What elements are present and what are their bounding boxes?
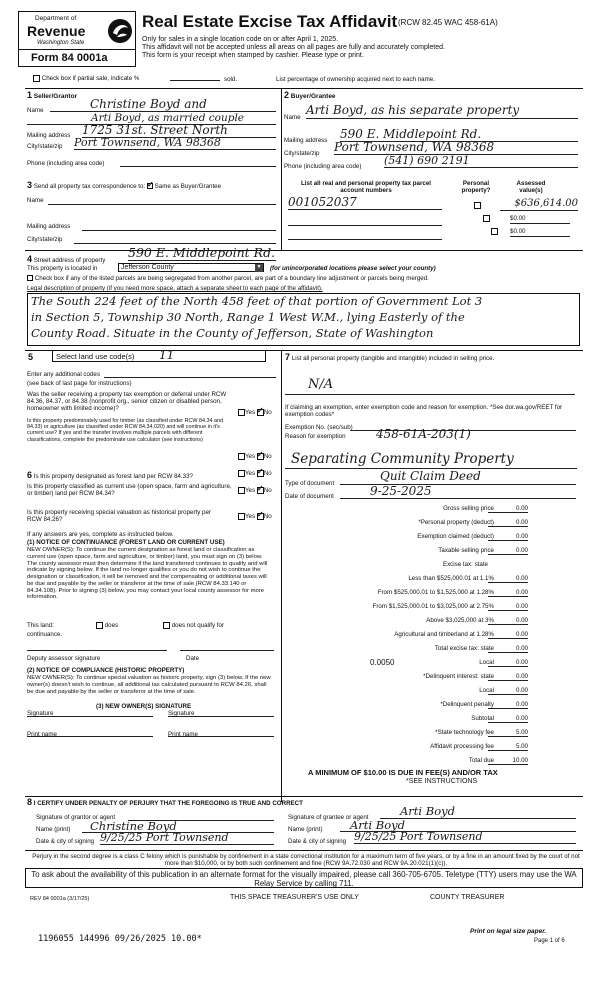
historic-no-checkbox[interactable]: [257, 513, 264, 520]
county-select[interactable]: [118, 263, 264, 272]
total-due-value[interactable]: 10.00: [488, 757, 528, 765]
legal-description-box[interactable]: [27, 293, 580, 346]
doc-date-label: Date of document: [285, 493, 334, 500]
exemption-claimed-value[interactable]: 0.00: [488, 533, 528, 541]
same-as-buyer-label: Same as Buyer/Grantee: [154, 183, 222, 190]
header-note-3: This form is your receipt when stamped by cashier. Please type or print.: [142, 52, 364, 59]
legal-description-label: Legal description of property (if you need more space, attach a separate sheet to each page of the affidavit).: [27, 285, 323, 292]
continuance-label: continuance.: [27, 631, 63, 638]
additional-codes-label: Enter any additional codes: [27, 371, 100, 378]
forest-question: Is this property designated as forest land per RCW 84.33?: [33, 473, 193, 480]
page-number: Page 1 of 6: [534, 938, 565, 944]
partial-sale-label: Check box if partial sale, indicate %: [41, 75, 140, 83]
assessed-value-2[interactable]: $0.00: [510, 215, 570, 224]
buyer-heading: Buyer/Grantee: [290, 93, 336, 100]
current-use-question: Is this property classified as current use (open space, farm and agriculture, or timber) land per RCW 84.34?: [27, 483, 232, 498]
section-5-number: 5: [28, 352, 34, 362]
tier-1-value[interactable]: 0.00: [488, 575, 528, 583]
historic-yes-checkbox[interactable]: [238, 513, 245, 520]
tier-2-value[interactable]: 0.00: [488, 589, 528, 597]
taxable-selling-price-label: Taxable selling price: [438, 547, 494, 554]
seller-city-label: City/state/zip: [27, 143, 63, 150]
sold-label: sold.: [224, 76, 238, 83]
historic-question: Is this property receiving special valuation as historical property per RCW 84.26?: [27, 509, 211, 524]
gross-selling-price-value[interactable]: 0.00: [488, 505, 528, 513]
dept-line: Department of: [35, 15, 77, 22]
timber-no-checkbox[interactable]: [257, 453, 264, 460]
personal-property-checkbox-2[interactable]: [483, 215, 490, 222]
print-name-label-1: Print name: [27, 731, 57, 738]
exemption-claimed-label: Exemption claimed (deduct): [417, 533, 494, 540]
grantor-name-value[interactable]: Christine Boyd: [82, 820, 274, 833]
street-address-label: Street address of property: [33, 257, 106, 264]
does-not-qualify-checkbox[interactable]: [163, 622, 170, 629]
yes-label: Yes: [245, 409, 256, 417]
delinquent-interest-local-label: Local: [479, 687, 494, 694]
tier-4-value[interactable]: 0.00: [488, 617, 528, 625]
additional-codes-field[interactable]: [104, 377, 276, 378]
timber-question: Is this property predominately used for timber (as classified under RCW 84.34 and 84.33) or agriculture (as classified under RCW 84.34.020) and will continue in it's current use? If yes and the transfer involves multiple parcels with different classifications, complete the predominate use calculator (see instructions): [27, 418, 223, 443]
form-number: Form 84 0001a: [31, 52, 108, 64]
exemption-note: If claiming an exemption, enter exemption code and reason for exemption. *See dor.wa.gov/REET for exemption codes*: [285, 404, 563, 419]
personal-property-header: Personal property?: [461, 180, 491, 195]
grantor-name-label: Name (print): [36, 826, 71, 833]
section-2-number: 2: [284, 90, 290, 100]
signature-label-1: Signature: [27, 710, 54, 717]
correspondence-city-field[interactable]: [74, 243, 276, 244]
delinquent-penalty-value[interactable]: 0.00: [488, 701, 528, 709]
grantee-name-label: Name (print): [288, 826, 323, 833]
assessed-value-3[interactable]: $0.00: [510, 228, 570, 237]
legal-line-3: County Road. Situate in the County of Jefferson, State of Washington: [31, 326, 434, 340]
availability-notice: [25, 868, 583, 888]
this-land-label: This land:: [27, 622, 54, 629]
seller-mailing-value[interactable]: 1725 31st. Street North: [82, 124, 276, 138]
doc-date-value[interactable]: 9-25-2025: [340, 485, 576, 499]
doc-type-label: Type of document: [285, 480, 335, 487]
signature-label-2: Signature: [168, 710, 195, 717]
assessed-value-header: Assessed value(s): [516, 180, 546, 195]
land-use-select-label: Select land use code(s): [56, 352, 135, 361]
buyer-phone-value[interactable]: (541) 690 2191: [384, 155, 578, 168]
grantee-date-label: Date & city of signing: [288, 838, 347, 845]
seller-name-line1[interactable]: Christine Boyd and: [50, 98, 276, 112]
tier-2-label: From $525,000.01 to $1,525,000 at 1.28%: [377, 589, 494, 596]
doc-type-value[interactable]: Quit Claim Deed: [340, 470, 576, 485]
buyer-name-value[interactable]: Arti Boyd, as his separate property: [306, 104, 578, 119]
deputy-signature-field[interactable]: [27, 650, 167, 651]
section-3-number: 3: [27, 180, 33, 190]
certify-statement: I CERTIFY UNDER PENALTY OF PERJURY THAT THE FOREGOING IS TRUE AND CORRECT: [33, 800, 303, 807]
seller-city-value[interactable]: Port Townsend, WA 98368: [74, 137, 276, 150]
treasurer-only-label: THIS SPACE TREASURER'S USE ONLY: [230, 894, 359, 901]
legal-line-2: in Section 5, Township 30 North, Range 1 West W.M., lying Easterly of the: [31, 310, 465, 324]
buyer-mailing-label: Mailing address: [284, 137, 328, 144]
yes-label: Yes: [245, 487, 256, 495]
personal-property-value[interactable]: N/A: [308, 377, 334, 392]
same-as-buyer-checkbox[interactable]: [147, 183, 153, 189]
exemption-question: Was the seller receiving a property tax exemption or deferral under RCW 84.36, 84.37, or 84.38 (nonprofit org., senior citizen or disabled person, homeowner with limited income)?: [27, 391, 227, 413]
excise-tax-state-label: Excise tax: state: [442, 561, 488, 568]
local-tax-value[interactable]: 0.00: [488, 659, 528, 667]
personal-property-checkbox-1[interactable]: [474, 202, 481, 209]
located-in-label: This property is located in: [27, 265, 98, 272]
county-note: (for unincorporated locations please select your county): [270, 265, 436, 272]
section-4-number: 4: [27, 254, 33, 264]
yes-label: Yes: [245, 513, 256, 521]
see-instructions-note: *SEE INSTRUCTIONS: [406, 778, 478, 785]
ownership-note: List percentage of ownership acquired next to each name.: [276, 76, 435, 83]
buyer-phone-label: Phone (including area code): [284, 163, 362, 170]
forest-no-checkbox[interactable]: [257, 470, 264, 477]
deputy-date-label: Date: [186, 655, 200, 662]
local-rate: 0.0050: [370, 658, 395, 667]
tax-calculation: [282, 505, 580, 795]
grantee-signature-value[interactable]: Arti Boyd: [380, 805, 576, 819]
grantor-signature-label: Signature of grantor or agent: [36, 814, 116, 821]
yes-label: Yes: [245, 453, 256, 461]
technology-fee-value[interactable]: 5.00: [488, 729, 528, 737]
grantee-date-value[interactable]: 9/25/25 Port Townsend: [354, 831, 576, 844]
new-owner-signature-title: (3) NEW OWNER(S) SIGNATURE: [96, 703, 192, 710]
correspondence-name-label: Name: [27, 197, 44, 204]
delinquent-interest-state-value[interactable]: 0.00: [488, 673, 528, 681]
minimum-note: A MINIMUM OF $10.00 IS DUE IN FEE(S) AND/OR TAX: [308, 768, 498, 777]
tier-1-label: Less than $525,000.01 at 1.1%: [408, 575, 494, 582]
no-label: No: [263, 513, 272, 521]
local-tax-label: Local: [479, 659, 494, 666]
page-title: Real Estate Excise Tax Affidavit: [142, 12, 398, 31]
does-qualify-checkbox[interactable]: [96, 622, 103, 629]
personal-property-checkbox-3[interactable]: [491, 228, 498, 235]
dor-logo: [18, 11, 136, 67]
deputy-signature-label: Deputy assessor signature: [27, 655, 101, 662]
parcel-header: List all real and personal property tax parcel account numbers: [301, 180, 431, 195]
legal-size-note: Print on legal size paper.: [470, 928, 547, 935]
correspondence-mailing-field[interactable]: [82, 230, 276, 231]
buyer-mailing-value[interactable]: 590 E. Middlepoint Rd.: [340, 128, 578, 142]
chevron-down-icon: ▼: [256, 264, 262, 270]
delinquent-penalty-label: *Delinquent penalty: [440, 701, 494, 708]
yes-label: Yes: [245, 470, 256, 478]
forest-yes-checkbox[interactable]: [238, 470, 245, 477]
no-label: No: [263, 409, 272, 417]
buyer-city-value[interactable]: Port Townsend, WA 98368: [334, 141, 578, 155]
header-note-1: Only for sales in a single location code on or after April 1, 2025.: [142, 36, 339, 43]
current-use-yes-checkbox[interactable]: [238, 487, 245, 494]
seller-name-label: Name: [27, 107, 44, 114]
county-treasurer-label: COUNTY TREASURER: [430, 894, 505, 901]
grantee-name-value[interactable]: Arti Boyd: [340, 819, 576, 832]
personal-property-deduct-label: *Personal property (deduct): [418, 519, 494, 526]
gross-selling-price-label: Gross selling price: [443, 505, 494, 512]
subtotal-label: Subtotal: [471, 715, 494, 722]
see-back-label: (see back of last page for instructions): [27, 380, 132, 387]
correspondence-name-field[interactable]: [48, 204, 276, 205]
notice-compliance-text: NEW OWNER(S): To continue special valuation as historic property, sign (3) below. If the new owner(s) doesn't wish to continue, all additional tax calculated pursuant to RCW 84.26, shall be due and payable by the seller or transferor at the time of sale.: [27, 675, 271, 695]
partial-sale-percent[interactable]: [170, 80, 220, 81]
segregated-note: Check box if any of the listed parcels are being segregated from another parcel, are part of a boundary line adjustment or parcels being merged.: [34, 275, 429, 282]
agricultural-value[interactable]: 0.00: [488, 631, 528, 639]
assessed-value-1[interactable]: $636,614.00: [500, 198, 578, 211]
total-due-label: Total due: [468, 757, 494, 764]
cashier-stamp: 1196055 144996 09/26/2025 10.00*: [38, 934, 202, 944]
grantor-date-label: Date & city of signing: [36, 838, 95, 845]
segregated-checkbox[interactable]: [27, 275, 33, 281]
grantee-signature-label: Signature of grantee or agent: [288, 814, 369, 821]
seller-phone-label: Phone (including area code): [27, 160, 105, 167]
exemption-yes-checkbox[interactable]: [238, 409, 245, 416]
no-label: No: [263, 470, 272, 478]
header-note-2: This affidavit will not be accepted unless all areas on all pages are fully and accurately completed.: [142, 44, 445, 51]
reason-label: Reason for exemption: [285, 433, 346, 440]
subtotal-value[interactable]: 0.00: [488, 715, 528, 723]
buyer-city-label: City/state/zip: [284, 150, 320, 157]
land-use-value: 11: [159, 348, 175, 362]
revision-label: REV 84 0001a (3/17/25): [30, 896, 90, 902]
deputy-date-field[interactable]: [180, 650, 274, 651]
section-6-number: 6: [27, 470, 33, 480]
tier-3-value[interactable]: 0.00: [488, 603, 528, 611]
street-address-value[interactable]: 590 E. Middlepoint Rd.: [128, 245, 276, 260]
does-label: does: [104, 622, 119, 630]
legal-line-1: The South 224 feet of the North 458 feet of that portion of Government Lot 3: [31, 294, 483, 308]
buyer-name-label: Name: [284, 114, 301, 121]
correspondence-city-label: City/state/zip: [27, 236, 63, 243]
timber-yes-checkbox[interactable]: [238, 453, 245, 460]
section-7-number: 7: [285, 352, 291, 362]
seller-heading: Seller/Grantor: [33, 93, 78, 100]
personal-property-label: List all personal property (tangible and intangible) included in selling price.: [291, 355, 495, 362]
does-not-label: does not qualify for: [171, 622, 225, 630]
print-name-label-2: Print name: [168, 731, 198, 738]
technology-fee-label: *State technology fee: [435, 729, 494, 736]
notice-compliance-title: (2) NOTICE OF COMPLIANCE (HISTORIC PROPERTY): [27, 667, 185, 674]
perjury-notice: Perjury in the second degree is a class C felony which is punishable by confinement in a state correctional institution for a maximum term of five years, or by a fine in an amount fixed by the court of not more than $10,000, or by both such confinement and fine (RCW 9A.72.030 and RCW 9A.20.021(1)(c)).: [32, 853, 580, 868]
state-line: Washington State: [37, 40, 85, 46]
county-select-value: Jefferson County: [121, 264, 174, 271]
total-excise-state-label: Total excise tax: state: [434, 645, 494, 652]
dept-name: Revenue: [27, 23, 86, 39]
dor-swirl-icon: [107, 18, 133, 44]
seller-name-line2[interactable]: Arti Boyd, as married couple: [27, 112, 276, 125]
parcel-number-1[interactable]: 001052037: [288, 196, 442, 210]
parcel-number-2[interactable]: [288, 225, 442, 226]
exemption-no-label: Exemption No. (sec/sub): [285, 424, 353, 431]
current-use-no-checkbox[interactable]: [257, 487, 264, 494]
agricultural-label: Agricultural and timberland at 1.28%: [394, 631, 494, 638]
taxable-selling-price-value[interactable]: 0.00: [488, 547, 528, 555]
no-label: No: [263, 453, 272, 461]
land-use-select[interactable]: [52, 350, 266, 362]
parcel-number-3[interactable]: [288, 239, 442, 240]
correspondence-label: Send all property tax correspondence to:: [33, 183, 146, 190]
section-1-number: 1: [27, 90, 33, 100]
reason-line-2[interactable]: Separating Community Property: [285, 452, 577, 469]
if-yes-note: If any answers are yes, complete as instructed below.: [27, 531, 174, 538]
delinquent-interest-local-value[interactable]: 0.00: [488, 687, 528, 695]
processing-fee-label: Affidavit processing fee: [430, 743, 494, 750]
delinquent-interest-state-label: *Delinquent interest: state: [423, 673, 494, 680]
seller-mailing-label: Mailing address: [27, 132, 71, 139]
partial-sale-checkbox[interactable]: [33, 75, 40, 82]
tier-4-label: Above $3,025,000 at 3%: [426, 617, 494, 624]
grantor-date-value[interactable]: 9/25/25 Port Townsend: [100, 832, 274, 845]
title-ref: (RCW 82.45 WAC 458-61A): [398, 18, 498, 27]
seller-phone-field[interactable]: [120, 166, 276, 167]
total-excise-state-value[interactable]: 0.00: [488, 645, 528, 653]
notice-continuance-text: NEW OWNER(S): To continue the current designation as forest land or classification as current use (open space, farm and agriculture, or timber) land, you must sign on (3) below. The county assessor must then determine if the land transferred continues to qualify and will indicate by signing below. If the land no longer qualifies or you do not wish to continue the designation or classification, it will be removed and the compensating or additional taxes will be due and payable by the seller or transferor at the time of sale (RCW 84.33.140 or 84.34.108). Prior to signing (3) below, you may contact your local county assessor for more information.: [27, 547, 268, 601]
no-label: No: [263, 487, 272, 495]
reason-value[interactable]: 458-61A-203(1): [376, 427, 471, 441]
personal-property-deduct-value[interactable]: 0.00: [488, 519, 528, 527]
section-8-number: 8: [27, 797, 33, 807]
processing-fee-value[interactable]: 5.00: [488, 743, 528, 751]
exemption-no-checkbox[interactable]: [257, 409, 264, 416]
tier-3-label: From $1,525,000.01 to $3,025,000 at 2.75%: [372, 603, 494, 610]
correspondence-mailing-label: Mailing address: [27, 223, 71, 230]
availability-text: To ask about the availability of this publication in an alternate format for the visually impaired, please call 360-705-6705. Teletype (TTY) users may use the WA Relay Service by calling 711.: [31, 870, 577, 889]
notice-continuance-title: (1) NOTICE OF CONTINUANCE (FOREST LAND OR CURRENT USE): [27, 539, 225, 546]
